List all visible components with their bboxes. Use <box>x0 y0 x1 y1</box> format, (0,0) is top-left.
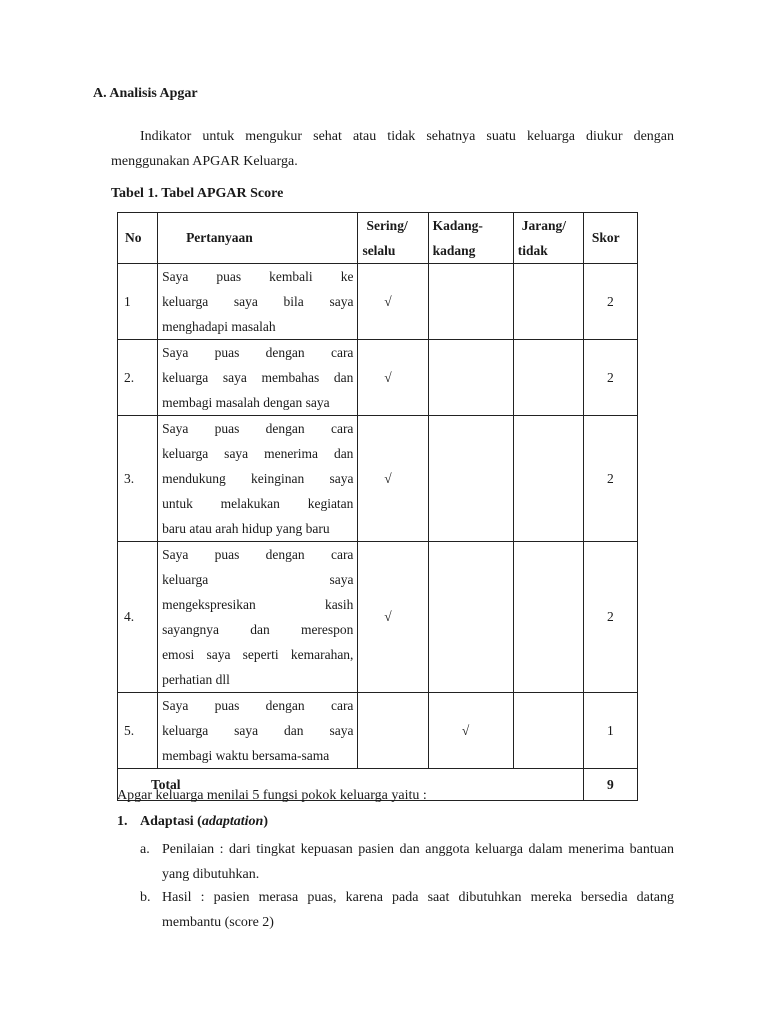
total-label: Total <box>118 769 584 801</box>
row-question <box>158 264 358 340</box>
intro-paragraph: Indikator untuk mengukur sehat atau tidak sehatnya suatu keluarga diukur dengan menggunakan APGAR Keluarga. <box>111 129 674 169</box>
question-line: mendukung keinginan saya <box>162 471 354 486</box>
question-line: keluarga saya bila saya <box>162 294 354 309</box>
answer-cell-jarang <box>513 264 583 340</box>
header-sering <box>358 213 428 264</box>
question-line: menghadapi masalah <box>162 319 276 334</box>
question-line: Saya puas dengan cara <box>162 698 354 713</box>
list-title-italic: adaptation <box>201 814 264 829</box>
table-row <box>118 693 638 769</box>
question-line: Saya puas dengan cara <box>162 421 354 436</box>
list-title-plain: Adaptasi ( <box>140 814 202 829</box>
question-line: membagi waktu bersama-sama <box>162 748 330 763</box>
question-line: baru atau arah hidup yang baru <box>162 521 330 536</box>
question-line: Saya puas dengan cara <box>162 345 354 360</box>
check-mark: √ <box>384 609 392 624</box>
row-question <box>158 693 358 769</box>
question-line: emosi saya seperti kemarahan, <box>162 647 354 662</box>
sub-item-label: a. <box>140 842 150 857</box>
table-body <box>118 264 638 769</box>
check-mark: √ <box>461 722 470 738</box>
header-jarang-line1: Jarang/ <box>521 218 566 233</box>
row-number: 3. <box>118 416 158 542</box>
header-question: Pertanyaan <box>158 213 358 264</box>
row-question <box>158 340 358 416</box>
question-line: keluarga saya membahas dan <box>162 370 354 385</box>
row-number: 5. <box>118 693 158 769</box>
question-line: keluarga saya dan saya <box>162 723 354 738</box>
answer-cell-kadang <box>428 340 513 416</box>
header-kadang-line2: kadang <box>432 243 476 258</box>
table-header-row <box>118 213 638 264</box>
header-kadang-line1: Kadang- <box>432 218 483 233</box>
question-line: keluarga saya menerima dan <box>162 446 354 461</box>
sub-item-label: b. <box>140 890 151 905</box>
row-question <box>158 542 358 693</box>
list-title <box>140 814 268 830</box>
answer-cell-sering <box>358 693 428 769</box>
answer-cell-kadang <box>428 693 513 769</box>
table-row <box>118 340 638 416</box>
total-value: 9 <box>583 769 637 801</box>
check-mark: √ <box>384 470 392 486</box>
header-jarang <box>513 213 583 264</box>
row-score: 2 <box>583 416 637 542</box>
table-caption: Tabel 1. Tabel APGAR Score <box>111 186 284 201</box>
answer-cell-kadang <box>428 264 513 340</box>
question-line: untuk melakukan kegiatan <box>162 496 354 511</box>
row-number: 1 <box>118 264 158 340</box>
answer-cell-sering <box>358 340 428 416</box>
question-line: sayangnya dan merespon <box>162 622 354 637</box>
question-line: Saya puas kembali ke <box>162 269 354 284</box>
answer-cell-sering <box>358 264 428 340</box>
header-no: No <box>118 213 158 264</box>
answer-cell-jarang <box>513 416 583 542</box>
apgar-score-table <box>117 212 638 801</box>
question-line: keluarga saya <box>162 572 354 587</box>
row-number: 4. <box>118 542 158 693</box>
row-score: 2 <box>583 542 637 693</box>
answer-cell-jarang <box>513 542 583 693</box>
header-score: Skor <box>583 213 637 264</box>
table-row <box>118 542 638 693</box>
list-title-close: ) <box>263 814 268 829</box>
question-line: perhatian dll <box>162 672 230 687</box>
header-sering-line2: selalu <box>362 243 396 258</box>
answer-cell-kadang <box>428 542 513 693</box>
answer-cell-sering <box>358 542 428 693</box>
header-kadang <box>428 213 513 264</box>
row-number: 2. <box>118 340 158 416</box>
answer-cell-jarang <box>513 340 583 416</box>
section-heading: A. Analisis Apgar <box>93 86 198 101</box>
header-jarang-line2: tidak <box>517 243 548 258</box>
row-score: 2 <box>583 264 637 340</box>
question-line: mengekspresikan kasih <box>162 597 354 612</box>
header-sering-line1: Sering/ <box>366 218 408 233</box>
row-score: 2 <box>583 340 637 416</box>
sub-item-text: Penilaian : dari tingkat kepuasan pasien dan anggota keluarga dalam menerima bantuan yang dibutuhkan. <box>162 842 674 882</box>
sub-item-text: Hasil : pasien merasa puas, karena pada saat dibutuhkan mereka bersedia datang membantu (score 2) <box>162 890 674 930</box>
list-number: 1. <box>117 814 128 829</box>
check-mark: √ <box>384 369 392 385</box>
check-mark: √ <box>384 293 392 309</box>
answer-cell-kadang <box>428 416 513 542</box>
row-question <box>158 416 358 542</box>
table-row <box>118 264 638 340</box>
functions-intro: Apgar keluarga menilai 5 fungsi pokok keluarga yaitu : <box>117 788 427 803</box>
question-line: Saya puas dengan cara <box>162 547 354 562</box>
answer-cell-jarang <box>513 693 583 769</box>
question-line: membagi masalah dengan saya <box>162 395 330 410</box>
row-score: 1 <box>583 693 637 769</box>
table-row <box>118 416 638 542</box>
answer-cell-sering <box>358 416 428 542</box>
